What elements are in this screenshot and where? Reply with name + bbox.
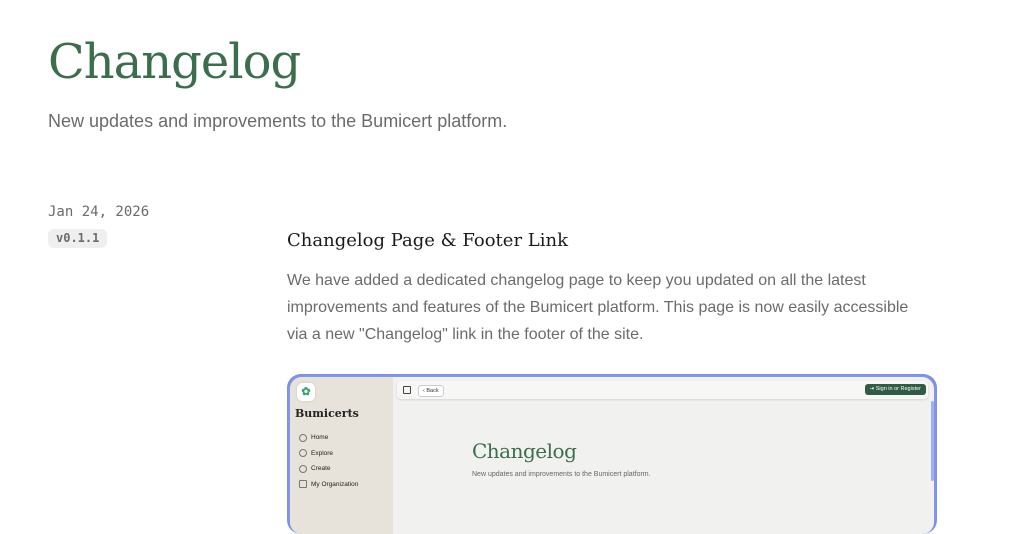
nav-item-label: Create xyxy=(311,465,331,473)
plus-circle-icon xyxy=(299,465,307,473)
nav-item-label: Explore xyxy=(311,449,334,457)
screenshot-page-subtitle: New updates and improvements to the Bumicert platform. xyxy=(472,471,651,478)
version-badge: v0.1.1 xyxy=(48,229,107,248)
nav-item-label: My Organization xyxy=(311,480,359,488)
entry-date: Jan 24, 2026 xyxy=(48,204,150,220)
entry-title: Changelog Page & Footer Link xyxy=(287,230,568,251)
screenshot-back-button: ‹ Back xyxy=(418,385,444,397)
screenshot-signin-button: ⇥ Sign in or Register xyxy=(865,384,926,395)
nav-item-label: Home xyxy=(311,434,329,442)
compass-icon xyxy=(299,449,307,457)
screenshot-nav-item-home xyxy=(299,430,358,446)
screenshot-window xyxy=(290,377,934,534)
screenshot-nav-item-my-organization xyxy=(299,477,358,493)
sidebar-toggle-icon xyxy=(403,386,411,394)
screenshot-topbar xyxy=(397,381,928,399)
page-subtitle: New updates and improvements to the Bumicert platform. xyxy=(48,111,508,131)
screenshot-brand: Bumicerts xyxy=(295,407,359,420)
screenshot-scrollbar xyxy=(931,401,934,481)
screenshot-nav xyxy=(299,430,358,492)
entry-screenshot xyxy=(287,374,937,534)
logo-icon: ✿ xyxy=(297,383,315,401)
screenshot-nav-item-explore xyxy=(299,446,358,462)
screenshot-nav-item-create xyxy=(299,461,358,477)
page-title: Changelog xyxy=(48,34,301,90)
screenshot-sidebar xyxy=(290,377,393,534)
screenshot-page-title: Changelog xyxy=(472,439,577,463)
home-icon xyxy=(299,434,307,442)
building-icon xyxy=(299,480,307,488)
entry-description: We have added a dedicated changelog page to keep you updated on all the latest improvements and features of the Bumicert platform. This page is now easily accessible via a new "Changelog" link in the footer of the site. xyxy=(287,272,909,343)
